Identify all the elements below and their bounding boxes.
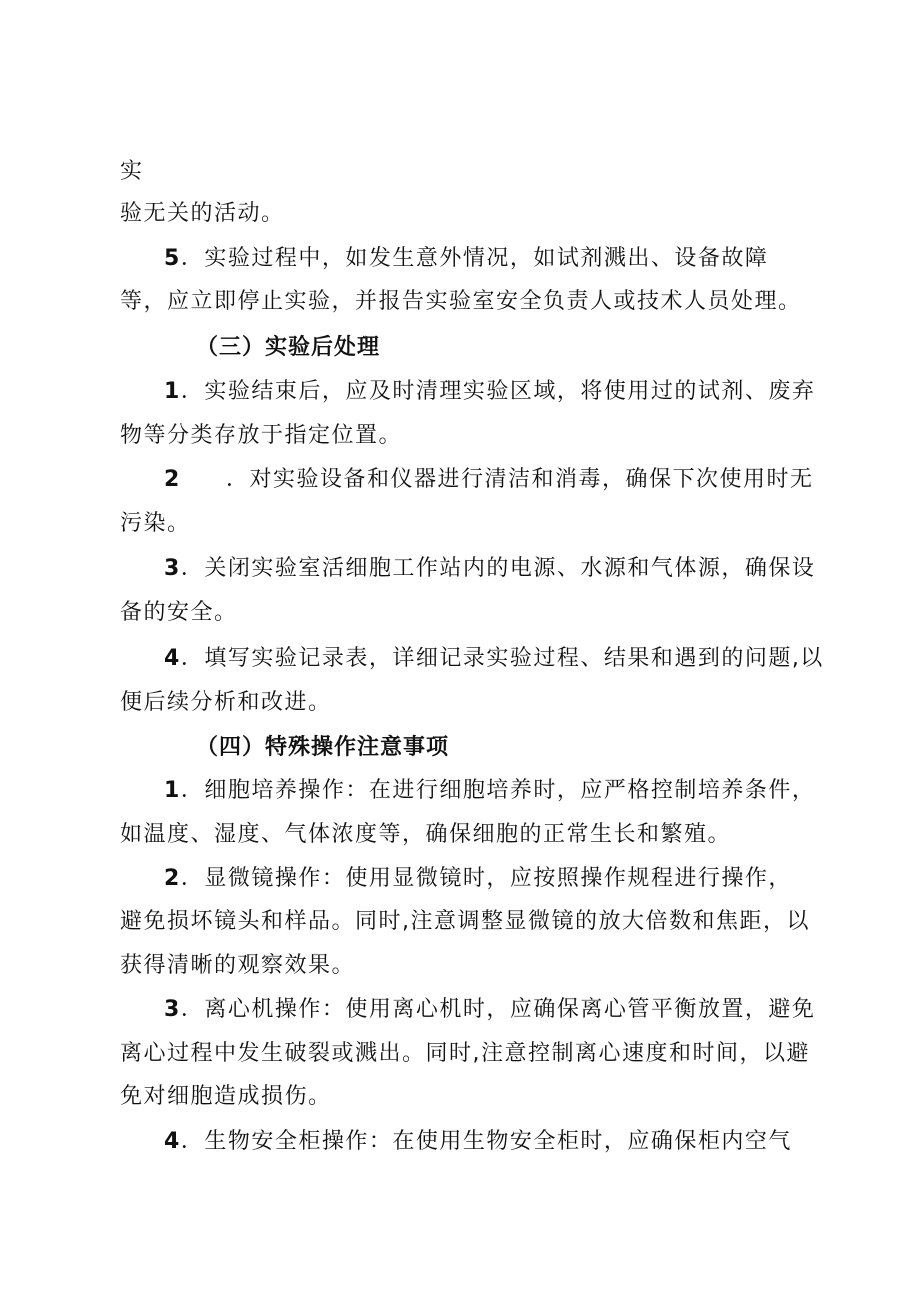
section-heading-4: （四）特殊操作注意事项 — [196, 735, 450, 760]
item-number: 1 — [164, 379, 181, 404]
text-line: 便后续分析和改进。 — [120, 690, 332, 715]
text-line: 验无关的活动。 — [120, 201, 285, 226]
text-line: 等，应立即停止实验，并报告实验室安全负责人或技术人员处理。 — [120, 289, 802, 314]
text-line: 物等分类存放于指定位置。 — [120, 423, 403, 448]
list-item-1: 1．细胞培养操作：在进行细胞培养时，应严格控制培养条件， — [164, 778, 816, 803]
item-number: 1 — [164, 778, 181, 803]
text-line: 如温度、湿度、气体浓度等，确保细胞的正常生长和繁殖。 — [120, 822, 732, 847]
list-item-1: 1．实验结束后，应及时清理实验区域，将使用过的试剂、废弃 — [164, 379, 816, 404]
item-number: 3 — [164, 556, 181, 581]
list-item-4: 4．填写实验记录表，详细记录实验过程、结果和遇到的问题,以 — [164, 646, 824, 671]
item-number: 2 — [164, 467, 181, 492]
section-heading-3: （三）实验后处理 — [196, 335, 381, 360]
item-number: 4 — [164, 1129, 181, 1154]
list-item-2: 2 ．对实验设备和仪器进行清洁和消毒，确保下次使用时无 — [164, 465, 854, 495]
text-line: 免对细胞造成损伤。 — [120, 1084, 332, 1109]
text-line: 避免损坏镜头和样品。同时,注意调整显微镜的放大倍数和焦距，以 — [120, 909, 810, 934]
text-line: 污染。 — [120, 511, 191, 536]
list-item-5: 5．实验过程中，如发生意外情况，如试剂溅出、设备故障 — [164, 246, 769, 271]
list-item-3: 3．离心机操作：使用离心机时，应确保离心管平衡放置，避免 — [164, 997, 816, 1022]
item-number: 4 — [164, 646, 181, 671]
item-number: 2 — [164, 866, 181, 891]
text-line: 实 — [120, 159, 144, 184]
text-line: 离心过程中发生破裂或溅出。同时,注意控制离心速度和时间，以避 — [120, 1041, 810, 1066]
list-item-4: 4．生物安全柜操作：在使用生物安全柜时，应确保柜内空气 — [164, 1129, 792, 1154]
item-number: 5 — [164, 246, 181, 271]
list-item-3: 3．关闭实验室活细胞工作站内的电源、水源和气体源，确保设 — [164, 556, 816, 581]
text-line: 备的安全。 — [120, 600, 238, 625]
item-number: 3 — [164, 997, 181, 1022]
text-line: 获得清晰的观察效果。 — [120, 953, 356, 978]
list-item-2: 2．显微镜操作：使用显微镜时，应按照操作规程进行操作， — [164, 866, 792, 891]
